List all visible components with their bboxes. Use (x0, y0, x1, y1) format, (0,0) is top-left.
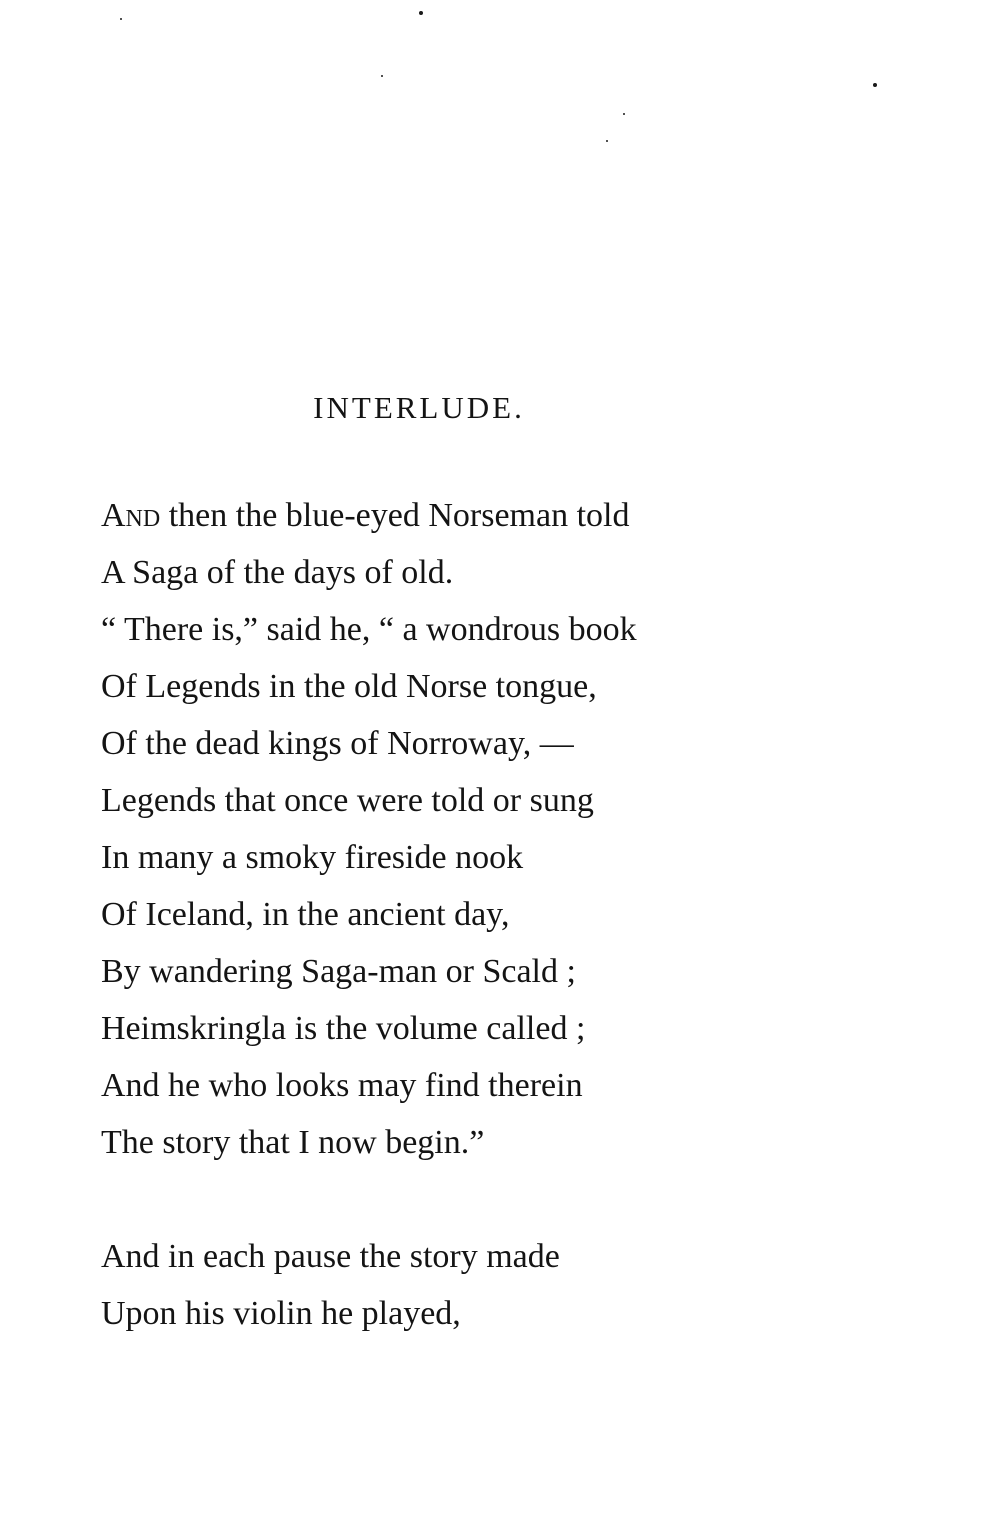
scan-speck (623, 113, 625, 115)
verse-line: A Saga of the days of old. (101, 554, 454, 591)
verse-line: Heimskringla is the volume called ; (101, 1010, 586, 1047)
verse-line: By wandering Saga-man or Scald ; (101, 953, 576, 990)
verse-line: And he who looks may find therein (101, 1067, 583, 1104)
verse-line: Of Legends in the old Norse tongue, (101, 668, 597, 705)
stanza-1 (101, 487, 637, 1171)
verse-line: The story that I now begin.” (101, 1124, 485, 1161)
verse-line: “ There is,” said he, “ a wondrous book (101, 611, 637, 648)
stanza-2 (101, 1228, 560, 1342)
verse-line: And in each pause the story made (101, 1238, 560, 1275)
scan-speck (873, 83, 877, 87)
scan-speck (381, 75, 383, 77)
scan-speck (120, 18, 122, 20)
section-title: INTERLUDE. (313, 390, 525, 425)
verse-line: Legends that once were told or sung (101, 782, 594, 819)
small-caps-lead: And (101, 497, 161, 534)
verse-line: In many a smoky fireside nook (101, 839, 524, 876)
verse-line: Of Iceland, in the ancient day, (101, 896, 510, 933)
scan-speck (419, 11, 423, 15)
verse-line: Of the dead kings of Norroway, — (101, 725, 574, 762)
scan-speck (606, 140, 608, 142)
verse-line: And then the blue-eyed Norseman told (101, 497, 630, 534)
verse-line: Upon his violin he played, (101, 1295, 461, 1332)
